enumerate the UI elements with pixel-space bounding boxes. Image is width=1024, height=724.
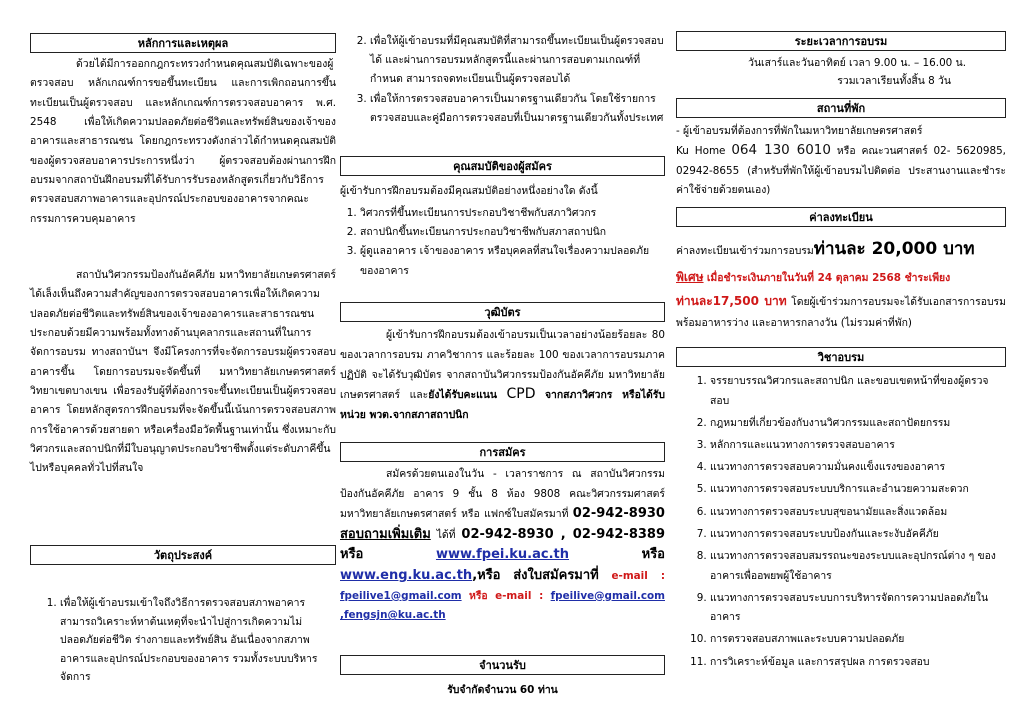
certificate-cpd-bold: ยังได้รับคะแนน xyxy=(428,389,497,402)
objectives-list-continued xyxy=(340,32,665,128)
column-left xyxy=(30,0,336,724)
accommodation-rest: หรือ คณะวนศาสตร์ 02- 5620985, 02942-8655 (สำหรับที่พักให้ผู้เข้าอบรมไปติดต่อ ประสานงานและชำระค่าใช้จ่ายด้วยตนเอง) xyxy=(676,145,1006,197)
rationale-paragraph-1: ด้วยได้มีการออกกฎกระทรวงกำหนดคุณสมบัติเฉพาะของผู้ตรวจสอบ หลักเกณฑ์การขอขึ้นทะเบียน และการเพิกถอนการขึ้นทะเบียนเป็นผู้ตรวจสอบ และหลักเกณฑ์การตรวจสอบอาคาร พ.ศ. 2548 เพื่อให้เกิดความปลอดภัยต่อชีวิตและทรัพย์สินของเจ้าของอาคารและสาธารณชน โดยกฎกระทรวงดังกล่าวได้กำหนดคุณสมบัติของผู้ตรวจสอบอาคารประการหนึ่งว่า ผู้ตรวจสอบต้องผ่านการฝึกอบรมจากสถาบันฝึกอบรมที่ได้รับการรับรองหลักสูตรเกี่ยวกับวิธีการตรวจสอบสภาพอาคารและอุปกรณ์ประกอบของอาคารจากคณะกรรมการควบคุมอาคาร xyxy=(30,58,336,225)
subject-item-10: 10. การตรวจสอบสภาพและระบบความปลอดภัย xyxy=(710,630,1006,650)
accommodation-phone: 064 130 6010 xyxy=(731,142,831,159)
objectives-list xyxy=(30,594,336,687)
apply-or-1: หรือ xyxy=(340,547,364,563)
subject-item-7: 7. แนวทางการตรวจสอบระบบป้องกันและระงับอัคคีภัย xyxy=(710,525,1006,545)
apply-text xyxy=(340,465,665,626)
apply-or-2: หรือ xyxy=(641,547,665,563)
fee-lead: ค่าลงทะเบียนเข้าร่วมการอบรม xyxy=(676,245,814,257)
apply-more-at: ได้ที่ xyxy=(436,528,456,541)
apply-phones: 02-942-8930 , 02-942-8389 xyxy=(461,526,665,542)
section-header-qualification: คุณสมบัติของผู้สมัคร xyxy=(340,156,665,176)
rationale-paragraph-2: สถาบันวิศวกรรมป้องกันอัคคีภัย มหาวิทยาลัยเกษตรศาสตร์ ได้เล็งเห็นถึงความสำคัญของการตรวจสอบอาคารเพื่อให้เกิดความปลอดภัยต่อชีวิตและทรัพย์สินของเจ้าของอาคารและสาธารณชน ประกอบด้วยมีความพร้อมทั้งทางด้านบุคลากรและสถานที่ในการจัดการอบรม ทางสถาบันฯ จึงมีโครงการที่จะจัดการอบรมผู้ตรวจสอบอาคารขึ้น โดยการอบรมจะจัดขึ้นที่ มหาวิทยาลัยเกษตรศาสตร์ วิทยาเขตบางเขน เพื่อรองรับผู้ที่ต้องการจะขึ้นทะเบียนเป็นผู้ตรวจสอบอาคาร โดยหลักสูตรการฝึกอบรมที่จะจัดขึ้นนี้เน้นการตรวจสอบสภาพการใช้อาคารด้วยสายตา หรือเครื่องมือวัดพื้นฐานเท่านั้น ซึ่งเหมาะกับวิศวกรและสถาปนิกที่มีใบอนุญาตประกอบวิชาชีพตั้งแต่ระดับภาคีขึ้นไปหรือบุคคลทั่วไปที่สนใจ xyxy=(30,269,336,475)
fee-special-text xyxy=(676,265,1006,290)
section-header-subjects: วิชาอบรม xyxy=(676,347,1006,367)
fee-discount-text xyxy=(676,291,1006,334)
qualification-intro: ผู้เข้ารับการฝึกอบรมต้องมีคุณสมบัติอย่างหนึ่งอย่างใด ดังนี้ xyxy=(340,185,598,197)
apply-or-3: ,หรือ xyxy=(472,567,501,583)
section-header-capacity: จำนวนรับ xyxy=(340,655,665,675)
objective-item-1: 1. เพื่อให้ผู้เข้าอบรมเข้าใจถึงวิธีการตรวจสอบสภาพอาคาร สามารถวิเคราะห์หาต้นเหตุที่จะนำไปสู่การเกิดความไม่ปลอดภัยต่อชีวิต ร่างกายและทรัพย์สิน อันเนื่องจากสภาพอาคารและอุปกรณ์ประกอบของอาคาร รวมทั้งระบบบริหารจัดการ xyxy=(60,594,336,687)
fee-text xyxy=(676,238,1006,263)
column-right xyxy=(676,0,1006,724)
website-link-fpei[interactable]: www.fpei.ku.ac.th xyxy=(435,547,570,563)
qualification-item-1: 1. วิศวกรที่ขึ้นทะเบียนการประกอบวิชาชีพกับสภาวิศวกร xyxy=(360,204,665,223)
subject-item-8: 8. แนวทางการตรวจสอบสมรรถนะของระบบและอุปกรณ์ต่าง ๆ ของอาคารเพื่ออพยพผู้ใช้อาคาร xyxy=(710,547,1006,586)
column-middle xyxy=(340,0,665,724)
apply-send-label: ส่งใบสมัครมาที่ xyxy=(513,567,599,583)
subject-item-3: 3. หลักการและแนวทางการตรวจสอบอาคาร xyxy=(710,436,1006,456)
accommodation-line-1: - ผู้เข้าอบรมที่ต้องการที่พักในมหาวิทยาลัยเกษตรศาสตร์ xyxy=(676,125,923,137)
section-header-apply: การสมัคร xyxy=(340,442,665,462)
website-link-eng[interactable]: www.eng.ku.ac.th xyxy=(340,567,473,583)
objective-item-3: 3. เพื่อให้การตรวจสอบอาคารเป็นมาตรฐานเดียวกัน โดยใช้รายการตรวจสอบและคู่มือการตรวจสอบที่เป็นมาตรฐานเดียวกันทั้งประเทศ xyxy=(370,90,665,128)
section-header-period: ระยะเวลาการอบรม xyxy=(676,31,1006,51)
certificate-body: ผู้เข้ารับการฝึกอบรมต้องเข้าอบรมเป็นเวลาอย่างน้อยร้อยละ 80 ของเวลาการอบรม ภาควิชาการ และร้อยละ 100 ของเวลาการอบรมภาคปฏิบัติ จะได้รับวุฒิบัตร จากสถาบันวิศวกรรมป้องกันอัคคีภัย มหาวิทยาลัยเกษตรศาสตร์ และ xyxy=(340,329,665,402)
fee-discount: ท่านละ17,500 บาท xyxy=(676,294,787,308)
subject-item-2: 2. กฎหมายที่เกี่ยวข้องกับงานวิศวกรรมและสถาปัตยกรรม xyxy=(710,414,1006,434)
fee-includes: โดยผู้เข้าร่วมการอบรมจะได้รับเอกสารการอบรม พร้อมอาหารว่าง และอาหารกลางวัน (ไม่รวมค่าที่พัก) xyxy=(676,296,1006,329)
accommodation-text xyxy=(676,122,1006,200)
subject-item-4: 4. แนวทางการตรวจสอบความมั่นคงแข็งแรงของอาคาร xyxy=(710,458,1006,478)
objective-item-2: 2. เพื่อให้ผู้เข้าอบรมที่มีคุณสมบัติที่สามารถขึ้นทะเบียนเป็นผู้ตรวจสอบได้ และผ่านการอบรมหลักสูตรนี้และผ่านการสอบตามเกณฑ์ที่กำหนด สามารถจดทะเบียนเป็นผู้ตรวจสอบได้ xyxy=(370,32,665,90)
subject-item-9: 9. แนวทางการตรวจสอบระบบการบริหารจัดการความปลอดภัยในอาคาร xyxy=(710,589,1006,628)
subject-item-11: 11. การวิเคราะห์ข้อมูล และการสรุปผล การตรวจสอบ xyxy=(710,653,1006,673)
certificate-cpd: CPD xyxy=(506,386,536,403)
section-header-fee: ค่าลงทะเบียน xyxy=(676,207,1006,227)
certificate-cpd-line2: จากสภาวิศวกร หรือได้รับหน่วย พวต.จากสภาสถาปนิก xyxy=(340,389,665,422)
qualification-list xyxy=(340,204,665,281)
capacity-text: รับจำกัดจำนวน 60 ท่าน xyxy=(447,684,558,696)
apply-more-label: สอบถามเพิ่มเติม xyxy=(340,526,431,542)
apply-email-label-2: e-mail : xyxy=(495,589,544,602)
fee-special-rest: เมื่อชำระเงินภายในวันที่ 24 ตุลาคม 2568 ชำระเพียง xyxy=(706,272,951,284)
fee-amount: ท่านละ 20,000 บาท xyxy=(813,239,975,259)
email-link-1[interactable]: fpeilive1@gmail.com xyxy=(340,589,462,602)
section-header-rationale: หลักการและเหตุผล xyxy=(30,33,336,53)
period-line-1: วันเสาร์และวันอาทิตย์ เวลา 9.00 น. – 16.00 น. xyxy=(748,57,966,69)
apply-email-label-1: e-mail : xyxy=(611,569,665,582)
qualification-item-2: 2. สถาปนิกขึ้นทะเบียนการประกอบวิชาชีพกับสภาสถาปนิก xyxy=(360,223,665,242)
certificate-text xyxy=(340,326,665,426)
accommodation-kuhome: Ku Home xyxy=(676,145,726,158)
section-header-certificate: วุฒิบัตร xyxy=(340,302,665,322)
section-header-accommodation: สถานที่พัก xyxy=(676,98,1006,118)
subject-item-1: 1. จรรยาบรรณวิศวกรและสถาปนิก และขอบเขตหน้าที่ของผู้ตรวจสอบ xyxy=(710,372,1006,411)
email-link-3[interactable]: ,fengsjn@ku.ac.th xyxy=(340,609,446,622)
qualification-item-3: 3. ผู้ดูแลอาคาร เจ้าของอาคาร หรือบุคคลที่สนใจเรื่องความปลอดภัยของอาคาร xyxy=(360,242,665,280)
subject-item-6: 6. แนวทางการตรวจสอบระบบสุขอนามัยและสิ่งแวดล้อม xyxy=(710,503,1006,523)
email-link-2[interactable]: fpeilive@gmail.com xyxy=(550,589,665,602)
fee-special-label: พิเศษ xyxy=(676,270,704,284)
period-line-2: รวมเวลาเรียนทั้งสิ้น 8 วัน xyxy=(837,75,951,87)
section-header-objectives: วัตถุประสงค์ xyxy=(30,545,336,565)
apply-fax: 02-942-8930 xyxy=(572,506,665,522)
apply-body: สมัครด้วยตนเองในวัน - เวลาราชการ ณ สถาบันวิศวกรรมป้องกันอัคคีภัย อาคาร 9 ชั้น 8 ห้อง 9808 คณะวิศวกรรมศาสตร์ มหาวิทยาลัยเกษตรศาสตร์ หรือ แฟกซ์ใบสมัครมาที่ xyxy=(340,468,665,521)
subject-item-5: 5. แนวทางการตรวจสอบระบบบริการและอำนวยความสะดวก xyxy=(710,480,1006,500)
apply-or-4: หรือ xyxy=(469,589,488,602)
subjects-list xyxy=(676,372,1006,675)
